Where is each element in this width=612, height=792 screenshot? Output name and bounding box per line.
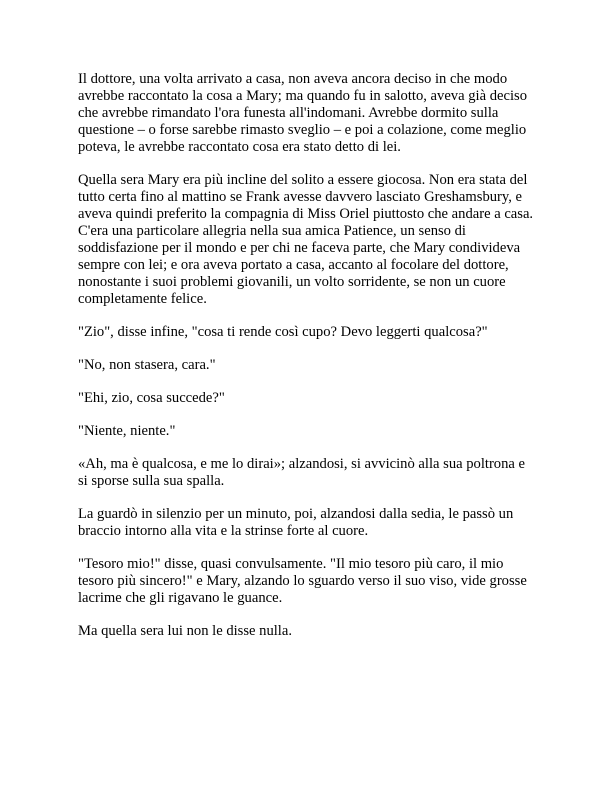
paragraph-10: Ma quella sera lui non le disse nulla. [78, 623, 292, 639]
paragraph-8: La guardò in silenzio per un minuto, poi, alzandosi dalla sedia, le passò un braccio intorno alla vita e la strinse forte al cuore. [78, 506, 514, 539]
paragraph-1: Il dottore, una volta arrivato a casa, non aveva ancora deciso in che modo avrebbe raccontato la cosa a Mary; ma quando fu in salotto, aveva già deciso che avrebbe rimandato l'ora funesta all'indomani. Avrebbe dormito sulla questione – o forse sarebbe rimasto sveglio – e poi a colazione, come meglio poteva, le avrebbe raccontato cosa era stato detto di lei. [78, 71, 527, 155]
paragraph-5: "Ehi, zio, cosa succede?" [78, 390, 225, 406]
document-body [78, 71, 536, 656]
paragraph-9: "Tesoro mio!" disse, quasi convulsamente. "Il mio tesoro più caro, il mio tesoro più sincero!" e Mary, alzando lo sguardo verso il suo viso, vide grosse lacrime che gli rigavano le guance. [78, 556, 527, 606]
paragraph-3: "Zio", disse infine, "cosa ti rende così cupo? Devo leggerti qualcosa?" [78, 324, 488, 340]
paragraph-4: "No, non stasera, cara." [78, 357, 216, 373]
paragraph-7: «Ah, ma è qualcosa, e me lo dirai»; alzandosi, si avvicinò alla sua poltrona e si sporse sulla sua spalla. [78, 456, 525, 489]
paragraph-2: Quella sera Mary era più incline del solito a essere giocosa. Non era stata del tutto certa fino al mattino se Frank avesse davvero lasciato Greshamsbury, e aveva quindi preferito la compagnia di Miss Oriel piuttosto che andare a casa. C'era una particolare allegria nella sua amica Patience, un senso di soddisfazione per il mondo e per chi ne faceva parte, che Mary condivideva sempre con lei; e ora aveva portato a casa, accanto al focolare del dottore, nonostante i suoi problemi giovanili, un volto sorridente, se non un cuore completamente felice. [78, 172, 534, 307]
paragraph-6: "Niente, niente." [78, 423, 176, 439]
